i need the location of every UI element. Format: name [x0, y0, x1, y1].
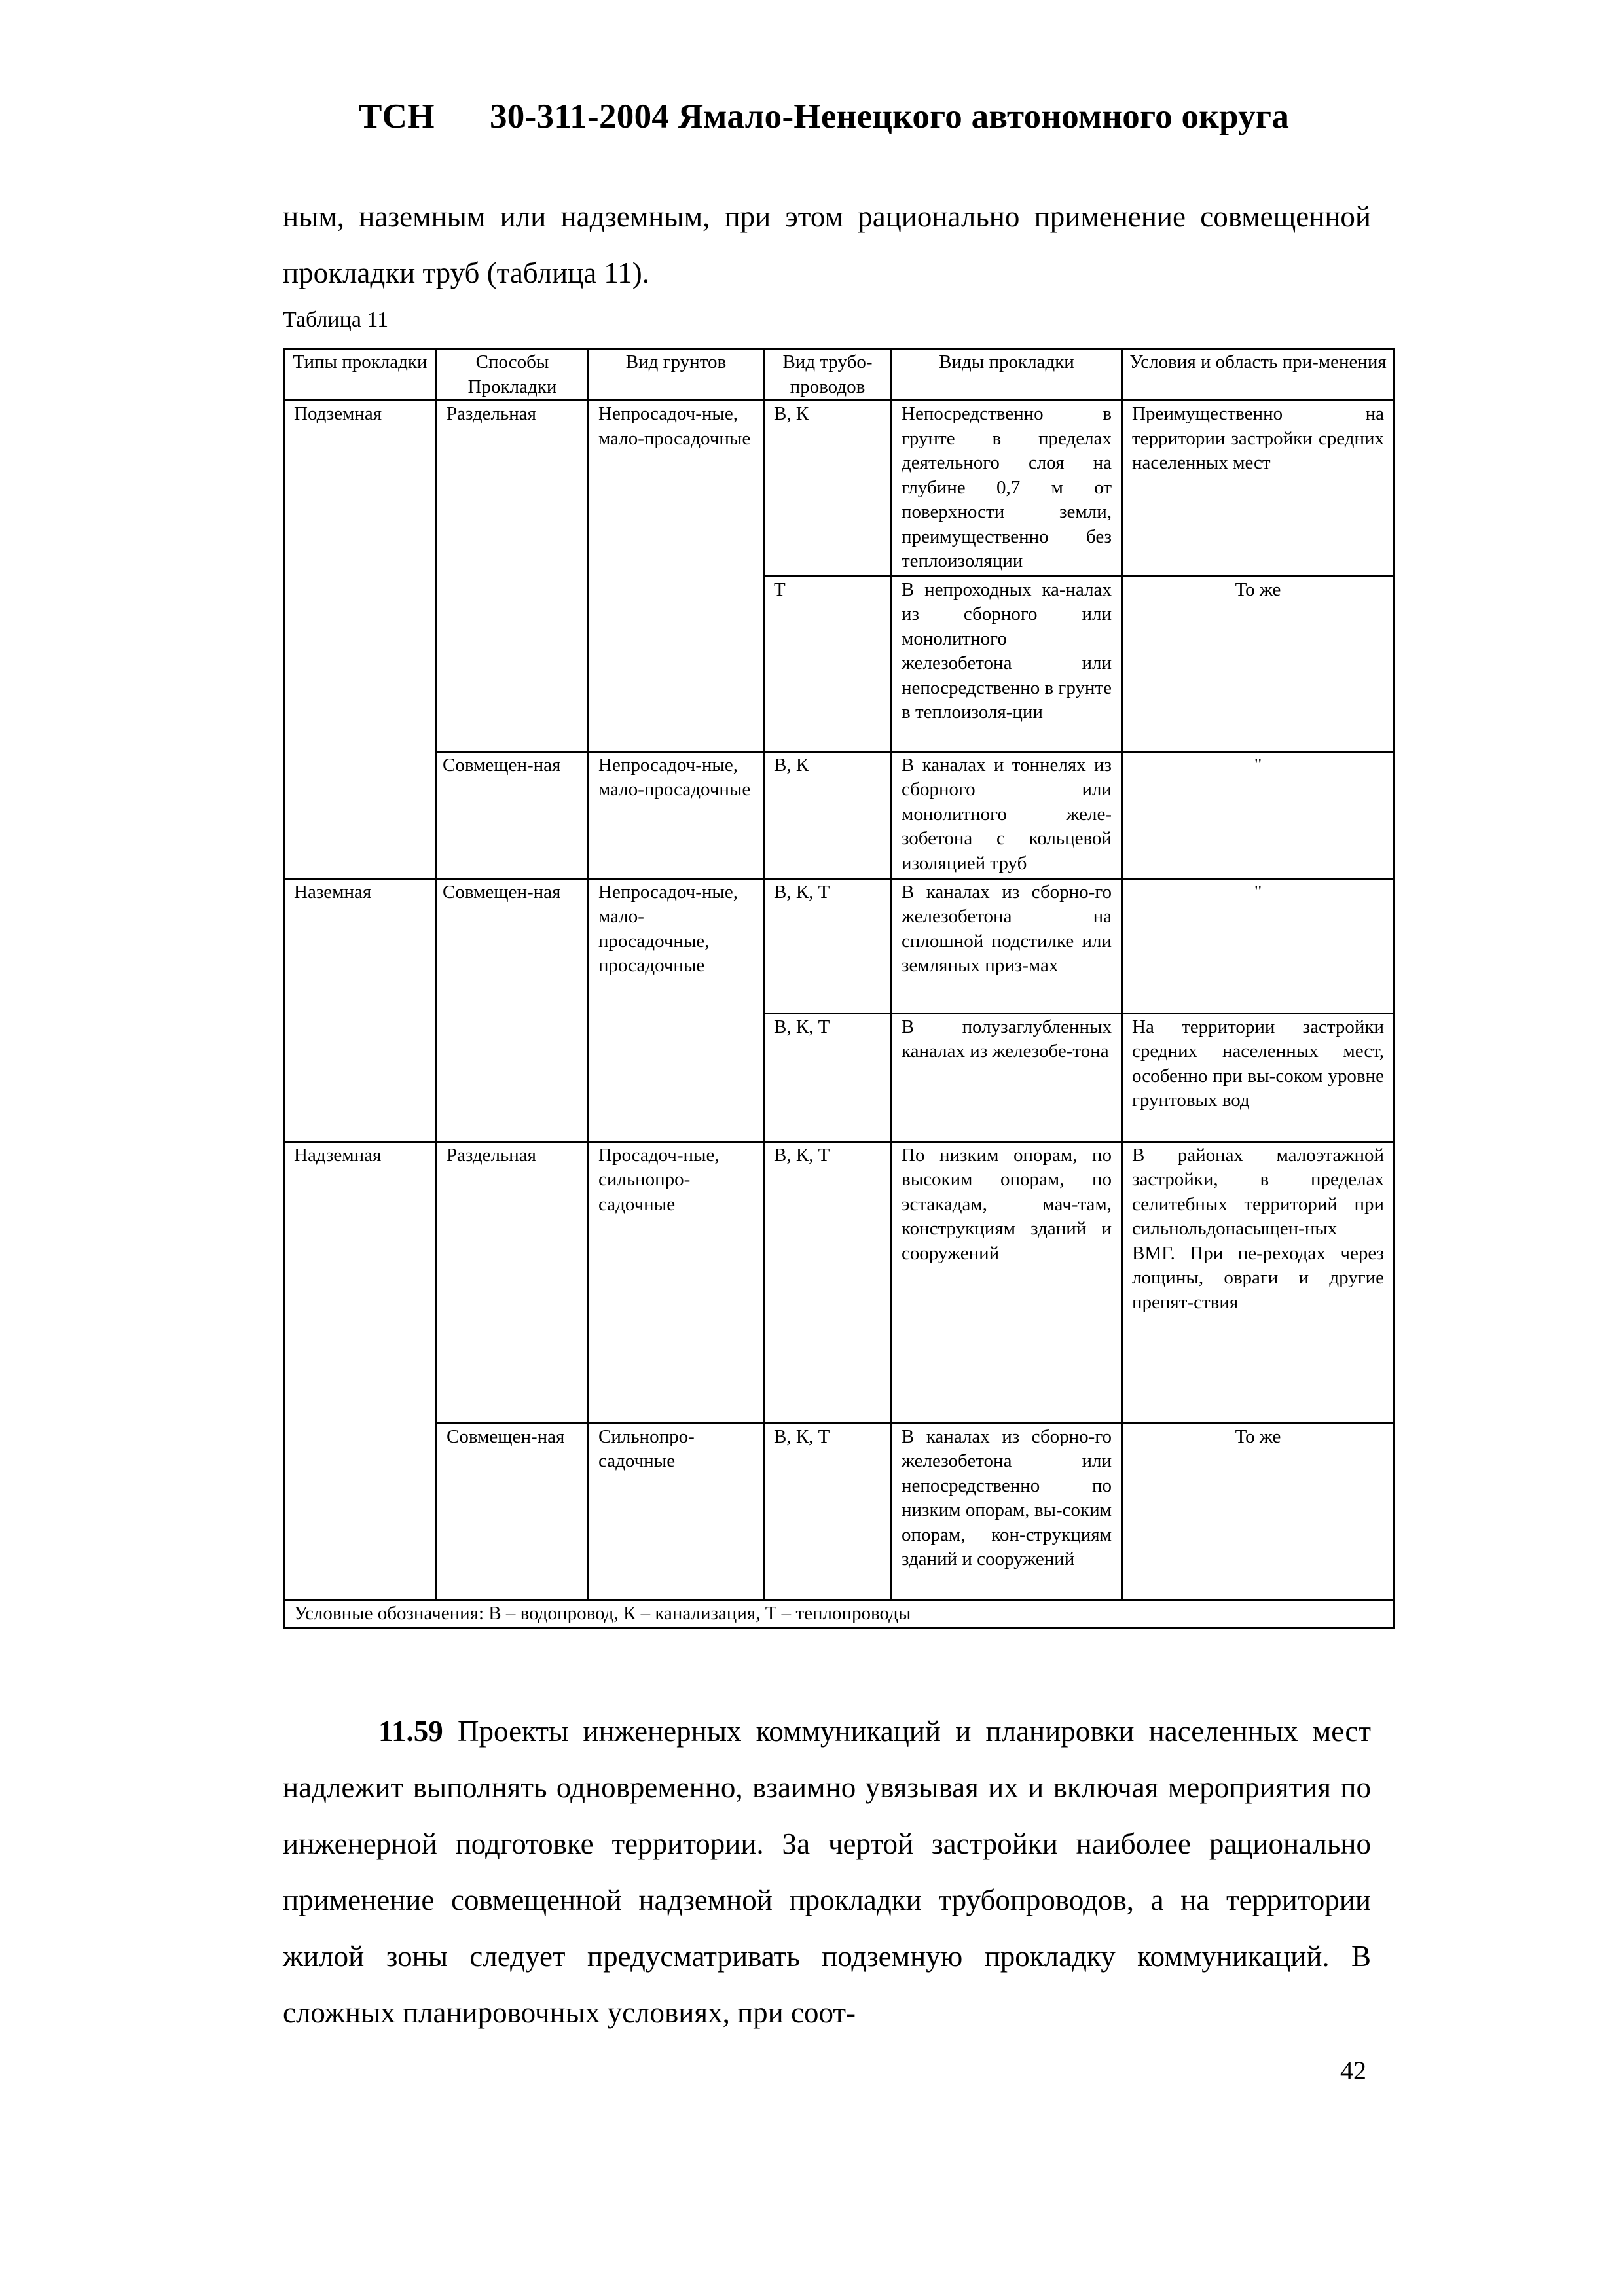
table-row: [284, 878, 1395, 1013]
table-cell: В, К, Т: [764, 1141, 892, 1423]
paragraph-11-59: [283, 1703, 1371, 2041]
table-cell: ": [1122, 878, 1395, 1013]
table-cell: ": [1122, 751, 1395, 878]
column-header: Вид трубо-проводов: [764, 350, 892, 401]
table-row: [284, 401, 1395, 577]
column-header: Типы прокладки: [284, 350, 437, 401]
table-cell: В, К, Т: [764, 1423, 892, 1600]
table-cell: Совмещен-ная: [437, 1423, 589, 1600]
table-11: [283, 348, 1395, 1629]
table-cell: В районах малоэтажной застройки, в пределах селитебных территорий при сильнольдонасыщен-ных ВМГ. При пе-реходах через лощины, овраги и другие препят-ствия: [1122, 1141, 1395, 1423]
table-cell: В каналах из сборно-го железобетона на сплошной подстилке или земляных приз-мах: [892, 878, 1122, 1013]
table-cell: На территории застройки средних населенных мест, особенно при вы-соком уровне грунтовых вод: [1122, 1013, 1395, 1141]
table-cell: Непросадоч-ные, мало-просадочные: [589, 401, 764, 752]
table-cell: Просадоч-ные, сильнопро-садочные: [589, 1141, 764, 1423]
table-legend-row: [284, 1600, 1395, 1628]
column-header: Виды прокладки: [892, 350, 1122, 401]
table-row: [284, 1423, 1395, 1600]
table-cell: Непросадоч-ные, мало-просадочные: [589, 751, 764, 878]
paragraph-body: [283, 1703, 1371, 2041]
table-cell: По низким опорам, по высоким опорам, по эстакадам, мач-там, конструкциям зданий и сооружений: [892, 1141, 1122, 1423]
table-cell: В, К: [764, 401, 892, 577]
table-cell: Подземная: [284, 401, 437, 879]
table-cell: В полузаглубленных каналах из железобе-тона: [892, 1013, 1122, 1141]
table-row: [284, 751, 1395, 878]
table-cell: Раздельная: [437, 1141, 589, 1423]
header-prefix: ТСН: [359, 98, 435, 135]
table-cell: Раздельная: [437, 401, 589, 752]
table-legend: Условные обозначения: В – водопровод, К – канализация, Т – теплопроводы: [284, 1600, 1395, 1628]
intro-paragraph: [283, 188, 1371, 301]
table-cell: Непосредственно в грунте в пределах деятельного слоя на глубине 0,7 м от поверхности земли, преимущественно без теплоизоляции: [892, 401, 1122, 577]
table-cell: В, К: [764, 751, 892, 878]
table-cell: То же: [1122, 576, 1395, 751]
table-cell: Т: [764, 576, 892, 751]
table-cell: Непросадоч-ные, мало-просадочные, просадочные: [589, 878, 764, 1141]
column-header: Способы Прокладки: [437, 350, 589, 401]
header-title: 30-311-2004 Ямало-Ненецкого автономного округа: [490, 98, 1290, 135]
table-header-row: [284, 350, 1395, 401]
table-cell: В каналах из сборно-го железобетона или непосредственно по низким опорам, вы-соким опорам, кон-струкциям зданий и сооружений: [892, 1423, 1122, 1600]
table-cell: Надземная: [284, 1141, 437, 1600]
page-header: [359, 97, 1387, 136]
column-header: Условия и область при-менения: [1122, 350, 1395, 401]
table-cell: Сильнопро-садочные: [589, 1423, 764, 1600]
table-caption: Таблица 11: [283, 308, 389, 332]
paragraph-text: Проекты инженерных коммуникаций и планировки населенных мест надлежит выполнять одновременно, взаимно увязывая их и включая мероприятия по инженерной подготовке территории. За чертой застройки наиболее рационально применение совмещенной надземной прокладки трубопроводов, а на территории жилой зоны следует предусматривать подземную прокладку коммуникаций. В сложных планировочных условиях, при соот-: [283, 1715, 1371, 2029]
table-cell: Наземная: [284, 878, 437, 1141]
table-cell: В, К, Т: [764, 1013, 892, 1141]
paragraph-number: 11.59: [378, 1715, 443, 1748]
table-cell: Преимущественно на территории застройки средних населенных мест: [1122, 401, 1395, 577]
table-cell: То же: [1122, 1423, 1395, 1600]
table-cell: В, К, Т: [764, 878, 892, 1013]
table-cell: В непроходных ка-налах из сборного или монолитного железобетона или непосредственно в грунте в теплоизоля-ции: [892, 576, 1122, 751]
intro-text: ным, наземным или надземным, при этом рационально применение совмещенной прокладки труб (таблица 11).: [283, 200, 1371, 289]
table-cell: Совмещен-ная: [437, 751, 589, 878]
table-cell: В каналах и тоннелях из сборного или монолитного желе-зобетона с кольцевой изоляцией труб: [892, 751, 1122, 878]
table-row: [284, 1141, 1395, 1423]
table-cell: Совмещен-ная: [437, 878, 589, 1141]
page-number: 42: [1340, 2056, 1366, 2085]
column-header: Вид грунтов: [589, 350, 764, 401]
